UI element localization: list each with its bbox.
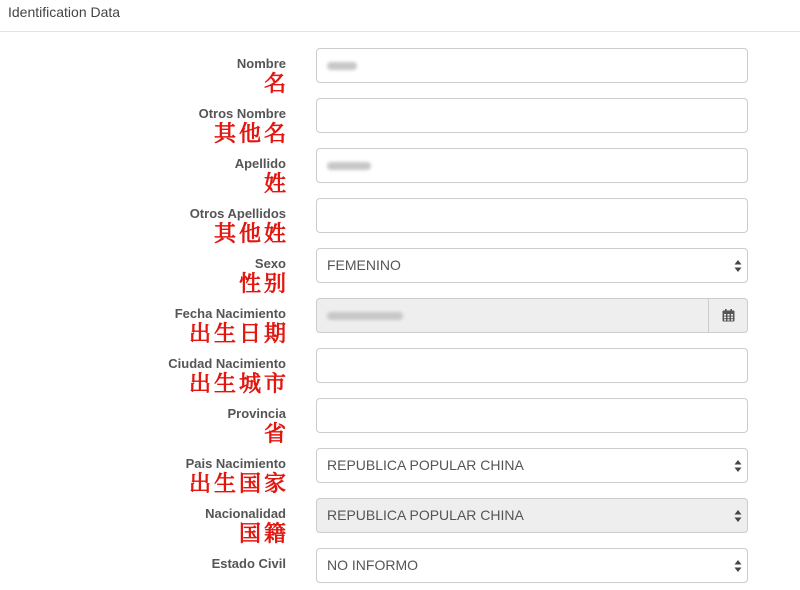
row-fecha-nacimiento <box>0 298 800 348</box>
select-arrows-icon <box>734 509 742 523</box>
ciudad-nacimiento-label-group <box>168 356 289 397</box>
apellido-label: Apellido <box>234 156 286 171</box>
sexo-label-group <box>238 256 289 297</box>
fecha-nacimiento-value-blurred <box>327 312 403 320</box>
estado-civil-selected-value: NO INFORMO <box>327 557 418 573</box>
row-nacionalidad <box>0 498 800 548</box>
panel-title: Identification Data <box>0 0 800 32</box>
nacionalidad-label-zh: 国籍 <box>238 521 289 547</box>
sexo-label: Sexo <box>254 256 286 271</box>
pais-nacimiento-label: Pais Nacimiento <box>185 456 286 471</box>
sexo-label-zh: 性别 <box>238 271 289 297</box>
fecha-nacimiento-input[interactable] <box>316 298 709 333</box>
select-arrows-icon <box>734 259 742 273</box>
provincia-input[interactable] <box>316 398 748 433</box>
nombre-label-group <box>236 56 289 97</box>
nombre-value-blurred <box>327 62 357 70</box>
sexo-selected-value: FEMENINO <box>327 257 401 273</box>
nombre-label-zh: 名 <box>263 71 289 97</box>
fecha-nacimiento-label: Fecha Nacimiento <box>174 306 286 321</box>
otros-nombre-label-zh: 其他名 <box>213 121 289 147</box>
estado-civil-select[interactable] <box>316 548 748 583</box>
ciudad-nacimiento-label-zh: 出生城市 <box>188 371 289 397</box>
apellido-label-group <box>234 156 289 197</box>
estado-civil-label-group <box>212 556 286 572</box>
fecha-nacimiento-label-zh: 出生日期 <box>188 321 289 347</box>
otros-apellidos-label-zh: 其他姓 <box>213 221 289 247</box>
pais-nacimiento-selected-value: REPUBLICA POPULAR CHINA <box>327 457 524 473</box>
row-otros-nombre <box>0 98 800 148</box>
apellido-label-zh: 姓 <box>263 171 289 197</box>
row-provincia <box>0 398 800 448</box>
provincia-label-group <box>227 406 289 447</box>
sexo-select[interactable] <box>316 248 748 283</box>
nacionalidad-selected-value: REPUBLICA POPULAR CHINA <box>327 507 524 523</box>
otros-nombre-label-group <box>198 106 289 147</box>
nacionalidad-label: Nacionalidad <box>205 506 286 521</box>
otros-apellidos-label-group <box>189 206 289 247</box>
select-arrows-icon <box>734 559 742 573</box>
pais-nacimiento-select[interactable] <box>316 448 748 483</box>
row-nombre <box>0 48 800 98</box>
pais-nacimiento-label-zh: 出生国家 <box>188 471 289 497</box>
row-otros-apellidos <box>0 198 800 248</box>
row-ciudad-nacimiento <box>0 348 800 398</box>
otros-apellidos-input[interactable] <box>316 198 748 233</box>
otros-nombre-label: Otros Nombre <box>198 106 286 121</box>
provincia-label: Provincia <box>227 406 286 421</box>
pais-nacimiento-label-group <box>185 456 289 497</box>
estado-civil-label: Estado Civil <box>211 556 286 571</box>
nacionalidad-select[interactable] <box>316 498 748 533</box>
fecha-nacimiento-label-group <box>174 306 289 347</box>
row-apellido <box>0 148 800 198</box>
select-arrows-icon <box>734 459 742 473</box>
row-pais-nacimiento <box>0 448 800 498</box>
otros-apellidos-label: Otros Apellidos <box>189 206 286 221</box>
apellido-value-blurred <box>327 162 371 170</box>
otros-nombre-input[interactable] <box>316 98 748 133</box>
ciudad-nacimiento-label: Ciudad Nacimiento <box>168 356 286 371</box>
calendar-button[interactable] <box>708 298 748 333</box>
row-sexo <box>0 248 800 298</box>
row-estado-civil <box>0 548 800 590</box>
provincia-label-zh: 省 <box>263 421 289 447</box>
nombre-label: Nombre <box>236 56 286 71</box>
calendar-icon <box>722 309 735 322</box>
apellido-input[interactable] <box>316 148 748 183</box>
ciudad-nacimiento-input[interactable] <box>316 348 748 383</box>
nacionalidad-label-group <box>205 506 289 547</box>
nombre-input[interactable] <box>316 48 748 83</box>
